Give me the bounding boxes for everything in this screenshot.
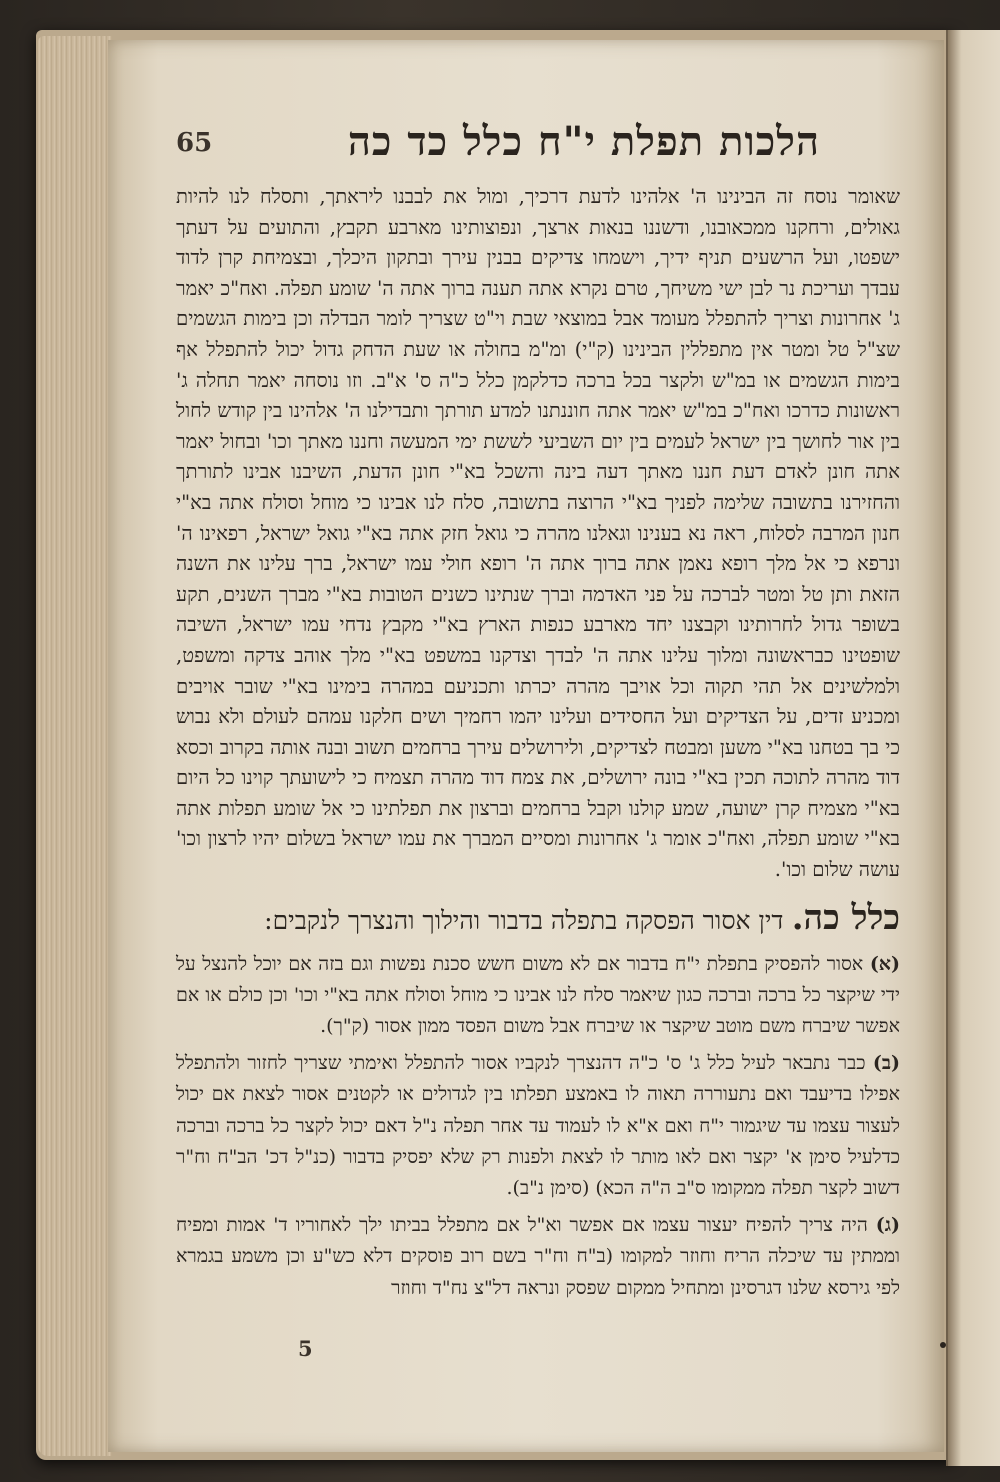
section-25-paragraph xyxy=(176,1210,900,1304)
paragraph-text: אסור להפסיק בתפלת י"ח בדבור אם לא משום חשש סכנת נפשות וגם בזה אם יוכל להנצל על ידי שיקצר כל ברכה וברכה כגון שיאמר סלח לנו אבינו כי מוחל וסולח אתה בא"י וכו' וכן כולם או אם אפשר שיברח משם מוטב שיקצר או שיברח אבל משום הפסד ממון אסור (ק"ך). xyxy=(176,952,900,1038)
section-24-text: שאומר נוסח זה הבינינו ה' אלהינו לדעת דרכיך, ומול את לבבנו ליראתך, ותסלח לנו להיות גאולים, ורחקנו ממכאובנו, ודשננו בנאות ארצך, ונפוצותינו מארבע תקבץ, והתועים על דעתך ישפטו, ועל הרשעים תניף ידיך, וישמחו צדיקים בבנין עירך ובתקון היכלך, ובצמיחת קרן לדוד עבדך ועריכת נר לבן ישי משיחך, טרם נקרא אתה תענה ברוך אתה ה' שומע תפלה. ואח"כ יאמר ג' אחרונות וצריך להתפלל מעומד אבל במוצאי שבת וי"ט שצריך לומר הבדלה וכן בימות הגשמים שצ"ל טל ומטר אין מתפללין הבינינו (ק"י) ומ"מ בחולה או שעת הדחק גדול יכול להתפלל אף בימות הגשמים או במ"ש ולקצר בכל ברכה כדלקמן כלל כ"ה ס' א"ב. וזו נוסחה יאמר תחלה ג' ראשונות כדרכו ואח"כ במ"ש יאמר אתה חוננתנו למדע תורתך ותבדילנו ה' אלהינו בין קודש לחול בין אור לחושך בין ישראל לעמים בין יום השביעי לששת ימי המעשה וחננו מאתך וכו' ובחול יאמר אתה חונן לאדם דעת חננו מאתך דעה בינה והשכל בא"י חונן הדעת, השיבנו אבינו לתורתך והחזירנו בתשובה שלימה לפניך בא"י הרוצה בתשובה, סלח לנו אבינו כי מוחל וסולח אתה בא"י חנון המרבה לסלוח, ראה נא בענינו וגאלנו מהרה כי גואל חזק אתה בא"י גואל ישראל, רפאינו ה' ונרפא כי אל מלך רופא נאמן אתה ברוך אתה ה' רופא חולי עמו ישראל, ברך עלינו את השנה הזאת ותן טל ומטר לברכה על פני האדמה וברך שנתינו כשנים הטובות בא"י מברך השנים, תקע בשופר גדול לחרותינו וקבצנו יחד מארבע כנפות הארץ בא"י מקבץ נדחי עמו ישראל, השיבה שופטינו כבראשונה ומלוך עלינו אתה ה' לבדך וצדקנו במשפט בא"י מלך אוהב צדקה ומשפט, ולמלשינים אל תהי תקוה וכל אויבך מהרה יכרתו ותכניעם במהרה בימינו בא"י שובר אויבים ומכניע זדים, על הצדיקים ועל החסידים ועלינו יהמו רחמיך ושים חלקנו עמהם לעולם ולא נבוש כי בך בטחנו בא"י משען ומבטח לצדיקים, ולירושלים עירך ברחמים תשוב ובנה אותה בקרוב וכסא דוד מהרה לתוכה תכין בא"י בונה ירושלים, את צמח דוד מהרה תצמיח כי לישועתך קוינו כל היום בא"י מצמיח קרן ישועה, שמע קולנו וקבל ברחמים וברצון את תפלתינו כי אל שומע תפלות אתה בא"י שומע תפלה, ואח"כ אומר ג' אחרונות ומסיים המברך את עמו ישראל בשלום יהיו לרצון וכו' עושה שלום וכו'. xyxy=(176,185,900,882)
facing-page-edge xyxy=(946,30,1000,1466)
paragraph-marker: (ב) xyxy=(872,1052,900,1075)
paragraph-marker: (א) xyxy=(869,952,900,975)
section-25-label: כלל כה. xyxy=(791,897,900,938)
section-25-heading xyxy=(176,898,900,941)
page-content xyxy=(176,118,900,1310)
margin-dot xyxy=(940,1342,946,1348)
book-page xyxy=(108,40,944,1452)
signature-mark: 5 xyxy=(298,1336,313,1361)
running-title: הלכות תפלת י"ח כלל כד כה xyxy=(347,118,820,165)
paragraph-marker: (ג) xyxy=(875,1214,900,1237)
paragraph-text: כבר נתבאר לעיל כלל ג' ס' כ"ה דהנצרך לנקביו אסור להתפלל ואימתי שצריך לחזור ולהתפלל אפילו בדיעבד ואם נתעוררה תאוה לו באמצע תפלתו בין לגדולים או לקטנים אסור לצאת אם יכול לעצור עצמו עד שיגמור י"ח ואם א"א לו לעמוד עד אחר תפלה נ"ל דאם יכול לקצר כל ברכה וברכה כדלעיל סימן א' יקצר ואם לאו מותר לו לצאת ולפנות רק שלא יפסיק בדבור (כנ"ל דכ' הב"ח וח"ר דשוב לקצר תפלה ממקומו ס"ב ה"ה הכא) (סימן נ"ב). xyxy=(176,1052,900,1200)
page-header xyxy=(176,118,900,174)
paragraph-text: היה צריך להפיח יעצור עצמו אם אפשר וא"ל אם מתפלל בביתו ילך לאחוריו ד' אמות ומפיח וממתין עד שיכלה הריח וחוזר למקומו (ב"ח וח"ר בשם רוב פוסקים דלא כש"ע וכן משמע בגמרא לפי גירסא שלנו דגרסינן ומתחיל ממקום שפסק ונראה דל"צ נח"ד וחוזר xyxy=(176,1214,900,1299)
section-25-title: דין אסור הפסקה בתפלה בדבור והילוך והנצרך לנקבים: xyxy=(264,905,784,935)
section-25-paragraph xyxy=(176,1048,900,1204)
section-25-paragraph xyxy=(176,949,900,1043)
book-page-edges xyxy=(38,36,112,1456)
page-number: 65 xyxy=(176,128,213,158)
